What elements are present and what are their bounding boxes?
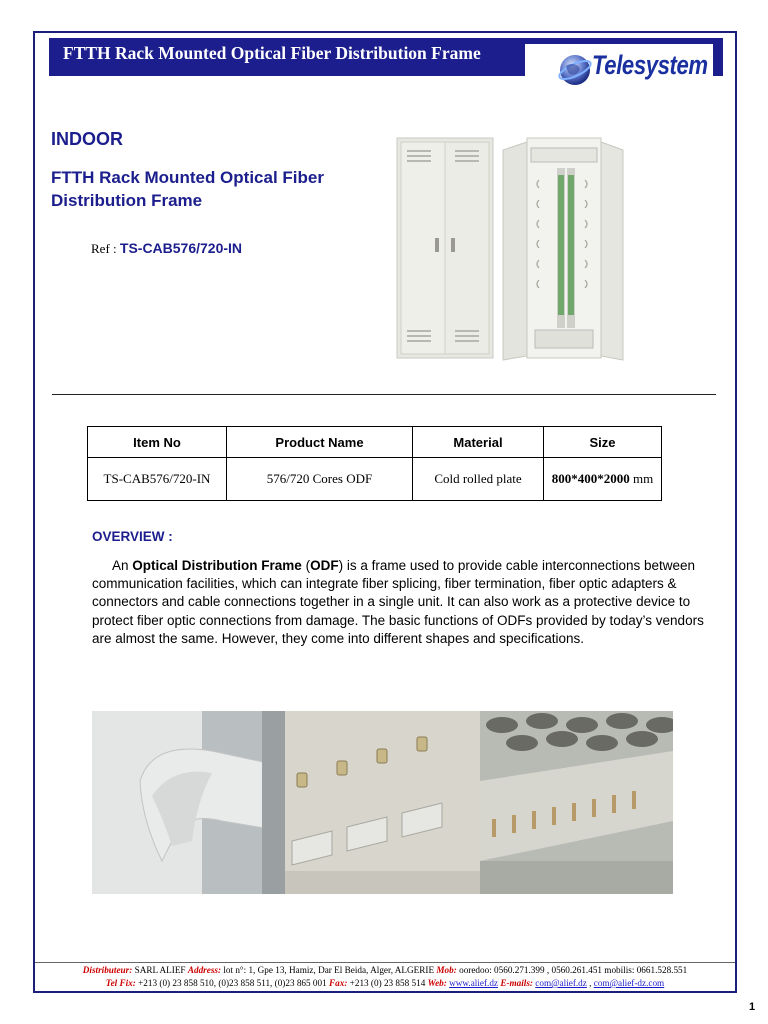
cell-item-no: TS-CAB576/720-IN [88,458,227,501]
email-link-2[interactable]: com@alief-dz.com [593,978,665,988]
distributor-label: Distributeur: [82,965,133,975]
footer-line-1 [35,964,735,977]
paren-open: ( [305,558,311,573]
reference [91,240,242,257]
tel: +213 (0) 23 858 510, (0)23 858 511, (0)23 865 001 [138,978,327,988]
overview-abbr: ODF [310,558,339,573]
mob: ooredoo: 0560.271.399 , 0560.261.451 mobilis: 0661.528.551 [459,965,688,975]
table-row [88,458,662,501]
footer-divider [35,962,735,963]
email-separator: , [589,978,592,988]
email-link-1[interactable]: com@alief.dz [535,978,587,988]
footer [35,964,735,990]
paren-close: ) [338,558,344,573]
web-link[interactable]: www.alief.dz [449,978,499,988]
section-divider [52,394,716,395]
cell-material: Cold rolled plate [413,458,544,501]
overview-intro: An [112,558,129,573]
web-label: Web: [427,978,447,988]
fax-label: Fax: [329,978,348,988]
address: lot n°: 1, Gpe 13, Hamiz, Dar El Beida, Alger, ALGERIE [223,965,435,975]
product-title: FTTH Rack Mounted Optical Fiber Distribution Frame [51,168,324,210]
page-number: 1 [749,1001,756,1013]
ref-label: Ref : [91,241,117,256]
globe-logo-icon [556,50,594,88]
col-item-no: Item No [88,427,227,458]
spec-table [87,426,662,501]
overview-heading: OVERVIEW : [92,529,173,544]
table-header-row [88,427,662,458]
size-value: 800*400*2000 [551,471,630,486]
logo-text: Telesystem [592,50,708,80]
size-unit: mm [633,471,654,486]
detail-photos [92,711,673,894]
col-product-name: Product Name [227,427,413,458]
email-label: E-mails: [500,978,533,988]
col-material: Material [413,427,544,458]
tel-label: Tel Fix: [105,978,136,988]
ref-value: TS-CAB576/720-IN [119,240,243,256]
overview-paragraph [92,557,712,648]
fax: +213 (0) 23 858 514 [349,978,426,988]
distributor: SARL ALIEF [134,965,186,975]
cell-product-name: 576/720 Cores ODF [227,458,413,501]
address-label: Address: [187,965,222,975]
category-heading: INDOOR [51,129,123,149]
cabinet-photo [395,130,635,362]
footer-line-2 [35,977,735,990]
header-title: FTTH Rack Mounted Optical Fiber Distribution Frame [63,43,481,63]
cell-size [544,458,662,501]
overview-body: is a frame used to provide cable interconnections between communication facilities, which can integrate fiber splicing, fiber termination, fiber optic adapters & connectors and cable connections together in a single unit. It can also work as a protective device to protect fiber optic connections from damage. The basic functions of ODFs provided by today’s vendors are almost the same. However, they come into different shapes and specifications. [92,558,704,646]
overview-term: Optical Distribution Frame [132,558,302,573]
col-size: Size [544,427,662,458]
mob-label: Mob: [436,965,457,975]
